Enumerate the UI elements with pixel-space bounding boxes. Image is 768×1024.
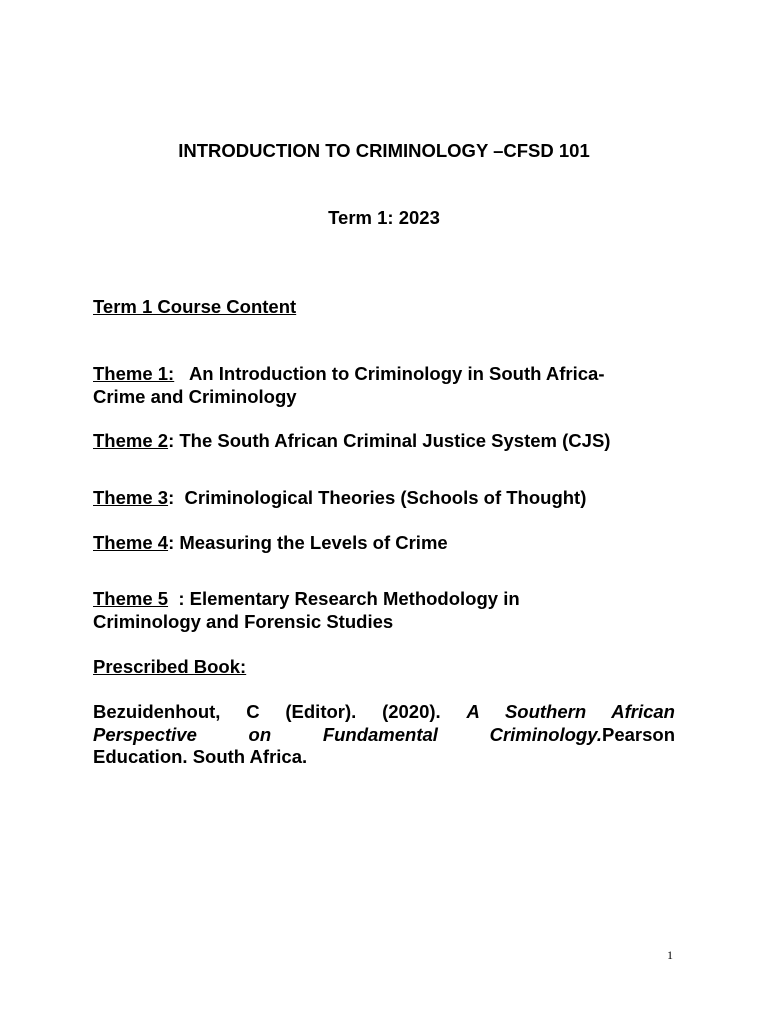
theme-4-label: Theme 4 — [93, 532, 169, 553]
reference-line-2 — [93, 724, 675, 747]
theme-1-text-line1: An Introduction to Criminology in South Africa- — [174, 363, 605, 384]
reference-entry — [93, 701, 675, 769]
theme-5-text-line1: : Elementary Research Methodology in — [168, 588, 520, 609]
theme-4 — [93, 532, 675, 555]
reference-title-part2: Perspective on Fundamental Criminology. — [93, 723, 602, 745]
reference-line-1 — [93, 701, 675, 724]
theme-1-text-line2: Crime and Criminology — [93, 385, 297, 407]
theme-4-text: : Measuring the Levels of Crime — [168, 532, 448, 553]
theme-3-label: Theme 3 — [93, 487, 169, 508]
page-number: 1 — [667, 948, 673, 962]
theme-2-label: Theme 2 — [93, 430, 169, 451]
theme-5-label: Theme 5 — [93, 588, 169, 609]
theme-3-text: : Criminological Theories (Schools of Thought) — [168, 487, 587, 508]
theme-2 — [93, 430, 675, 453]
reference-publisher: Pearson — [601, 723, 675, 745]
reference-title-part1: A Southern African — [466, 701, 675, 722]
prescribed-heading — [93, 656, 675, 679]
theme-3 — [93, 487, 675, 510]
theme-2-text: : The South African Criminal Justice System (CJS) — [168, 430, 611, 451]
term-label: Term 1: 2023 — [328, 207, 440, 228]
section-heading — [93, 296, 675, 319]
theme-1-label: Theme 1: — [93, 363, 175, 384]
reference-authors: Bezuidenhout, C (Editor). (2020). — [93, 701, 467, 722]
theme-1 — [93, 363, 675, 408]
theme-5 — [93, 588, 675, 633]
reference-line-3: Education. South Africa. — [93, 746, 308, 767]
prescribed-heading-text: Prescribed Book: — [93, 656, 247, 677]
theme-5-text-line2: Criminology and Forensic Studies — [93, 610, 394, 632]
section-heading-text: Term 1 Course Content — [93, 296, 297, 317]
document-title: INTRODUCTION TO CRIMINOLOGY –CFSD 101 — [178, 140, 590, 161]
